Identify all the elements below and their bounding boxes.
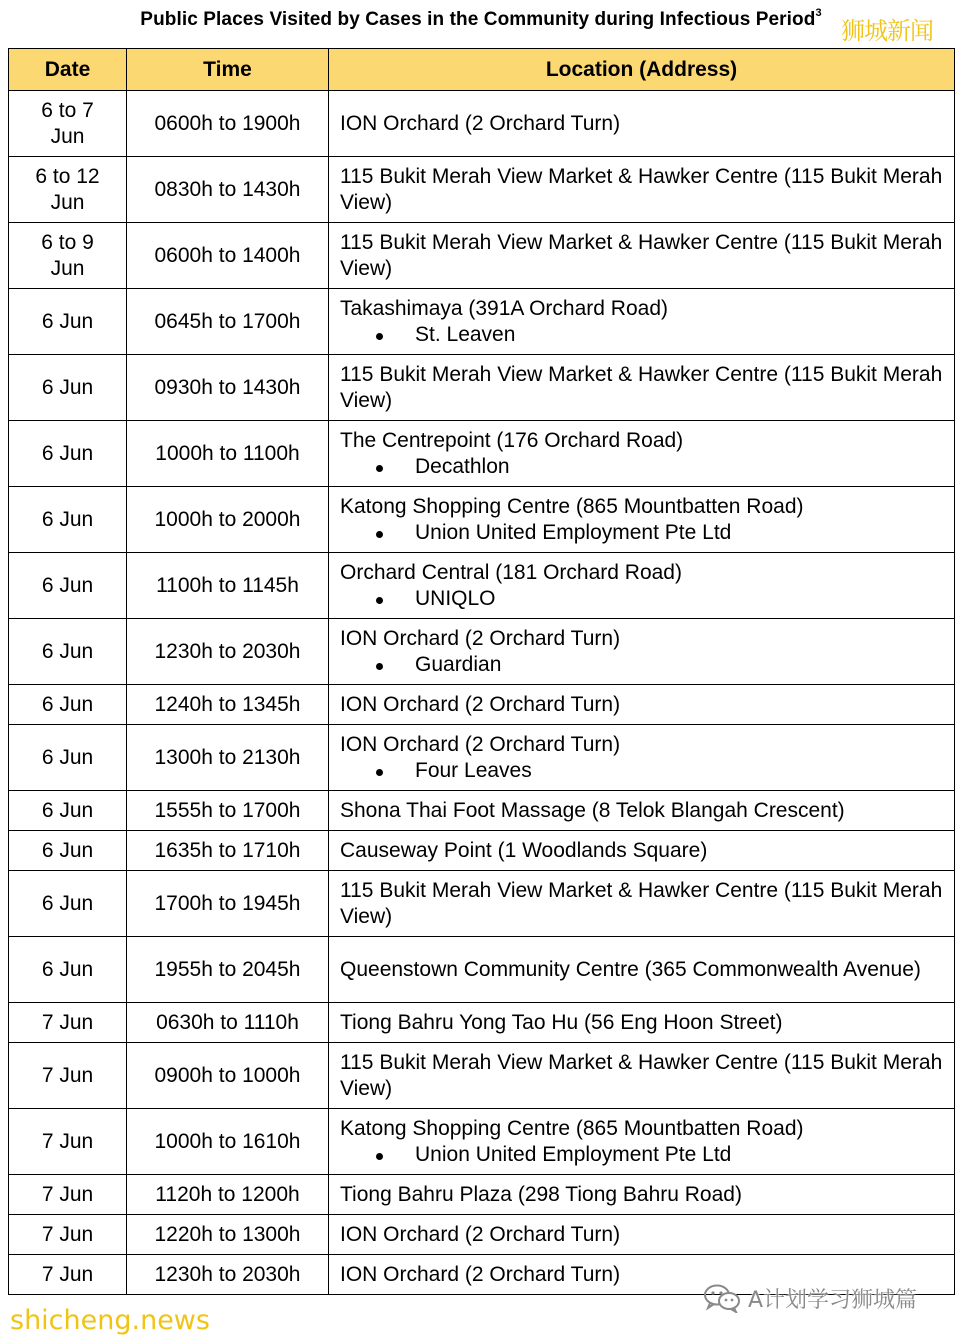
table-row (9, 1215, 955, 1255)
table-row (9, 831, 955, 871)
cell-time: 1120h to 1200h (127, 1175, 329, 1215)
location-sub-item (340, 322, 948, 348)
table-row (9, 1043, 955, 1109)
location-sub-text: Decathlon (415, 454, 510, 478)
table-row (9, 1109, 955, 1175)
bullet-icon (376, 465, 383, 472)
location-name: Causeway Point (1 Woodlands Square) (340, 838, 708, 862)
location-sub-text: Union United Employment Pte Ltd (415, 520, 732, 544)
table-row (9, 553, 955, 619)
table-row (9, 871, 955, 937)
cell-location (329, 553, 955, 619)
table-body (9, 91, 955, 1295)
cell-location (329, 157, 955, 223)
cell-location (329, 421, 955, 487)
cell-time: 0630h to 1110h (127, 1003, 329, 1043)
bullet-icon (376, 531, 383, 538)
cell-date: 6 Jun (9, 871, 127, 937)
location-sub-text: St. Leaven (415, 322, 516, 346)
page-title-text: Public Places Visited by Cases in the Community during Infectious Period (140, 9, 816, 30)
cell-location (329, 355, 955, 421)
cell-location (329, 619, 955, 685)
location-sub-text: Union United Employment Pte Ltd (415, 1142, 732, 1166)
cell-time: 1230h to 2030h (127, 619, 329, 685)
cell-date: 6 Jun (9, 289, 127, 355)
cell-time: 0830h to 1430h (127, 157, 329, 223)
cell-location (329, 91, 955, 157)
places-table-container (8, 48, 954, 1295)
location-name: ION Orchard (2 Orchard Turn) (340, 692, 621, 716)
location-sub-item (340, 652, 948, 678)
cell-time: 0600h to 1400h (127, 223, 329, 289)
header-time: Time (127, 49, 329, 91)
location-sub-text: Guardian (415, 652, 502, 676)
location-name: 115 Bukit Merah View Market & Hawker Centre (115 Bukit Merah View) (340, 230, 943, 280)
cell-location (329, 685, 955, 725)
header-date: Date (9, 49, 127, 91)
table-row (9, 1175, 955, 1215)
location-sub-item (340, 1142, 948, 1168)
location-sub-item (340, 520, 948, 546)
cell-date: 6 Jun (9, 725, 127, 791)
cell-date: 7 Jun (9, 1255, 127, 1295)
table-row (9, 937, 955, 1003)
table-row (9, 619, 955, 685)
location-name: ION Orchard (2 Orchard Turn) (340, 732, 621, 756)
location-name: 115 Bukit Merah View Market & Hawker Centre (115 Bukit Merah View) (340, 362, 943, 412)
cell-date: 6 Jun (9, 421, 127, 487)
cell-date: 7 Jun (9, 1175, 127, 1215)
cell-location (329, 871, 955, 937)
cell-location (329, 1215, 955, 1255)
wechat-icon (702, 1283, 742, 1313)
location-name: ION Orchard (2 Orchard Turn) (340, 1262, 621, 1286)
cell-time: 0930h to 1430h (127, 355, 329, 421)
cell-date: 7 Jun (9, 1043, 127, 1109)
page-title (0, 8, 962, 32)
location-sub-text: Four Leaves (415, 758, 532, 782)
cell-location (329, 831, 955, 871)
cell-time: 1700h to 1945h (127, 871, 329, 937)
cell-time: 1000h to 1100h (127, 421, 329, 487)
table-header-row (9, 49, 955, 91)
cell-date: 6 Jun (9, 553, 127, 619)
cell-date: 7 Jun (9, 1215, 127, 1255)
cell-time: 1635h to 1710h (127, 831, 329, 871)
location-name: Shona Thai Foot Massage (8 Telok Blangah Crescent) (340, 798, 845, 822)
cell-location (329, 289, 955, 355)
cell-time: 0900h to 1000h (127, 1043, 329, 1109)
bullet-icon (376, 1153, 383, 1160)
location-sub-text: UNIQLO (415, 586, 496, 610)
header-location: Location (Address) (329, 49, 955, 91)
cell-time: 0645h to 1700h (127, 289, 329, 355)
cell-date: 7 Jun (9, 1109, 127, 1175)
table-row (9, 355, 955, 421)
cell-location (329, 1175, 955, 1215)
location-name: Orchard Central (181 Orchard Road) (340, 560, 682, 584)
watermark-top-right: 狮城新闻 (841, 17, 933, 45)
table-row (9, 1003, 955, 1043)
cell-location (329, 223, 955, 289)
cell-date: 6 to 9 Jun (9, 223, 127, 289)
location-name: Katong Shopping Centre (865 Mountbatten Road) (340, 494, 804, 518)
table-row (9, 289, 955, 355)
location-sub-item (340, 454, 948, 480)
location-name: 115 Bukit Merah View Market & Hawker Centre (115 Bukit Merah View) (340, 164, 943, 214)
location-sub-item (340, 758, 948, 784)
cell-date: 6 Jun (9, 791, 127, 831)
watermark-bottom-right (702, 1282, 917, 1314)
location-name: ION Orchard (2 Orchard Turn) (340, 1222, 621, 1246)
cell-date: 6 Jun (9, 831, 127, 871)
cell-location (329, 1003, 955, 1043)
cell-date: 6 to 12 Jun (9, 157, 127, 223)
location-name: Katong Shopping Centre (865 Mountbatten Road) (340, 1116, 804, 1140)
cell-date: 6 Jun (9, 619, 127, 685)
bullet-icon (376, 333, 383, 340)
cell-time: 1000h to 2000h (127, 487, 329, 553)
table-row (9, 725, 955, 791)
location-name: The Centrepoint (176 Orchard Road) (340, 428, 684, 452)
cell-date: 6 Jun (9, 937, 127, 1003)
cell-date: 6 Jun (9, 355, 127, 421)
bullet-icon (376, 597, 383, 604)
table-row (9, 421, 955, 487)
cell-time: 1240h to 1345h (127, 685, 329, 725)
location-sub-item (340, 586, 948, 612)
watermark-bottom-right-text: A计划学习狮城篇 (748, 1287, 918, 1313)
title-footnote: 3 (815, 7, 822, 19)
watermark-bottom-left: shicheng.news (10, 1305, 210, 1336)
cell-date: 6 Jun (9, 487, 127, 553)
cell-date: 7 Jun (9, 1003, 127, 1043)
location-name: Tiong Bahru Plaza (298 Tiong Bahru Road) (340, 1182, 742, 1206)
cell-date: 6 to 7 Jun (9, 91, 127, 157)
cell-location (329, 725, 955, 791)
cell-time: 1100h to 1145h (127, 553, 329, 619)
cell-location (329, 1109, 955, 1175)
cell-location (329, 1043, 955, 1109)
location-name: Takashimaya (391A Orchard Road) (340, 296, 668, 320)
cell-time: 1955h to 2045h (127, 937, 329, 1003)
cell-time: 1000h to 1610h (127, 1109, 329, 1175)
bullet-icon (376, 663, 383, 670)
table-row (9, 487, 955, 553)
location-name: Tiong Bahru Yong Tao Hu (56 Eng Hoon Street) (340, 1010, 783, 1034)
table-row (9, 157, 955, 223)
cell-location (329, 791, 955, 831)
cell-time: 1555h to 1700h (127, 791, 329, 831)
table-row (9, 91, 955, 157)
cell-date: 6 Jun (9, 685, 127, 725)
location-name: ION Orchard (2 Orchard Turn) (340, 626, 621, 650)
location-name: 115 Bukit Merah View Market & Hawker Centre (115 Bukit Merah View) (340, 878, 943, 928)
cell-time: 0600h to 1900h (127, 91, 329, 157)
places-table (8, 48, 955, 1295)
bullet-icon (376, 769, 383, 776)
location-name: ION Orchard (2 Orchard Turn) (340, 111, 621, 135)
table-row (9, 791, 955, 831)
table-row (9, 685, 955, 725)
location-name: 115 Bukit Merah View Market & Hawker Centre (115 Bukit Merah View) (340, 1050, 943, 1100)
cell-location (329, 487, 955, 553)
cell-time: 1300h to 2130h (127, 725, 329, 791)
cell-location (329, 937, 955, 1003)
location-name: Queenstown Community Centre (365 Commonwealth Avenue) (340, 957, 921, 981)
cell-time: 1230h to 2030h (127, 1255, 329, 1295)
table-row (9, 223, 955, 289)
cell-time: 1220h to 1300h (127, 1215, 329, 1255)
